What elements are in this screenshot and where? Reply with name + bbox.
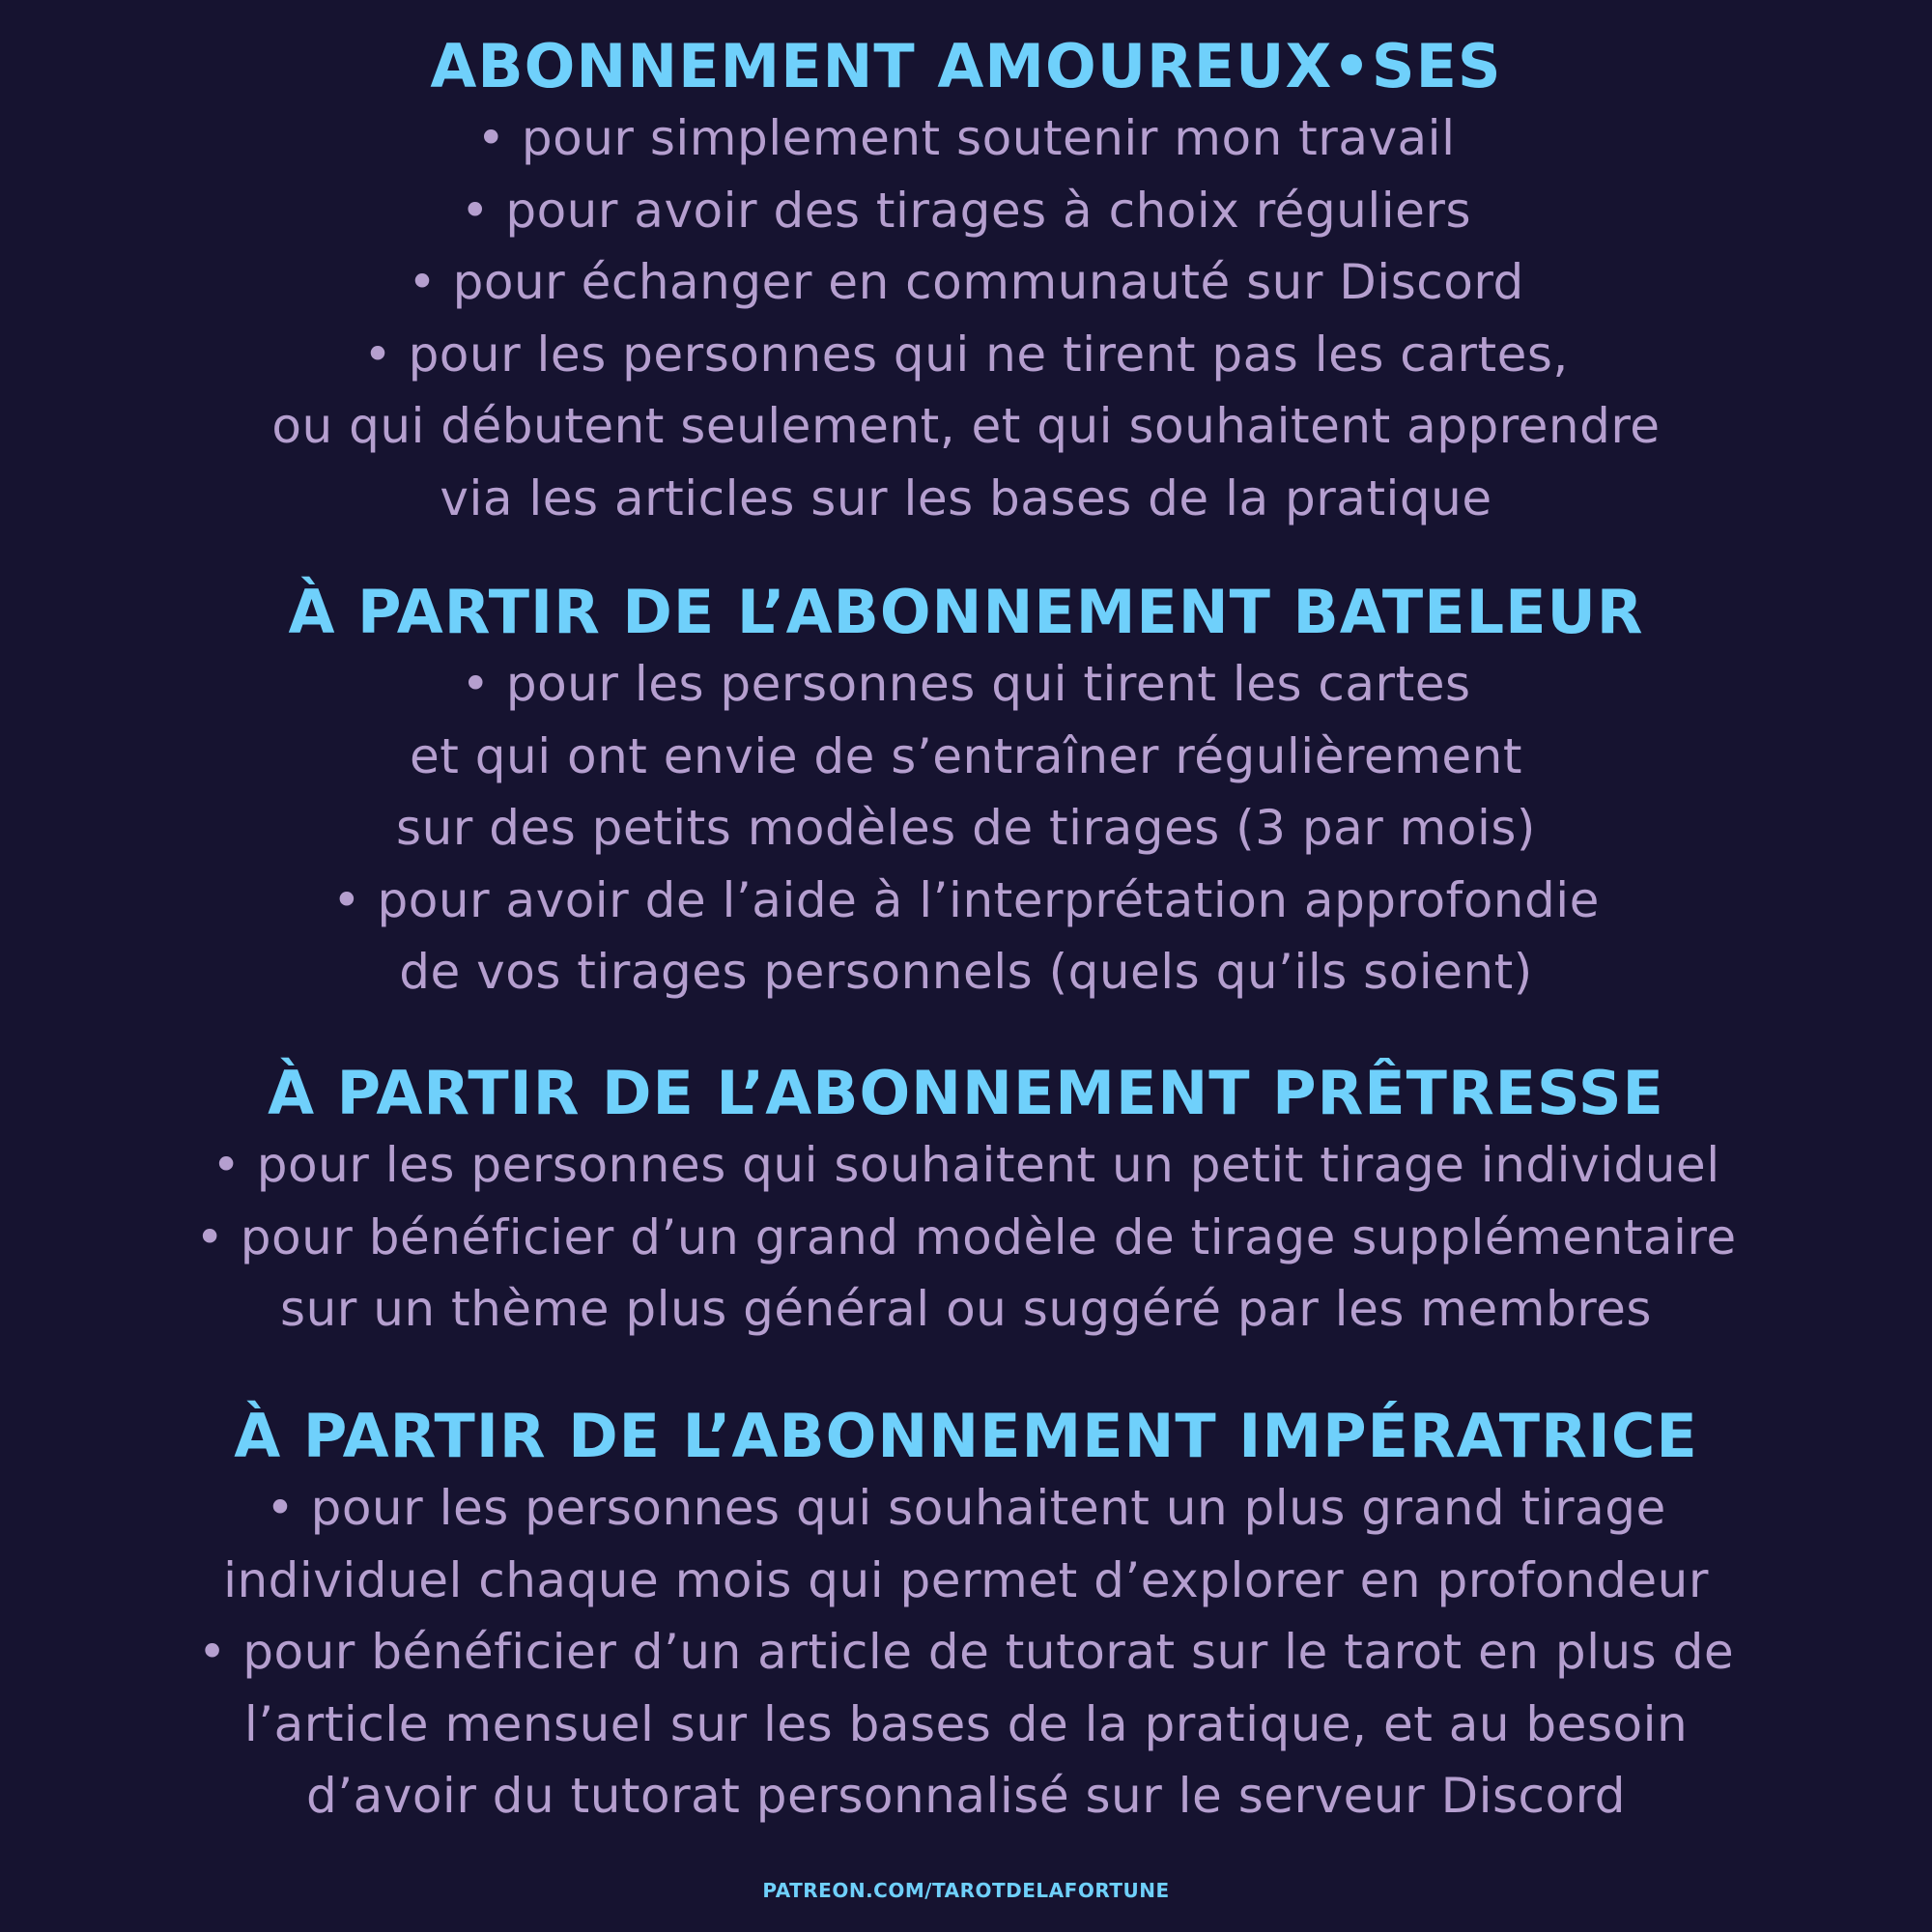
benefit-line: • pour bénéficier d’un grand modèle de tirage supplémentaire [195, 1208, 1737, 1265]
benefit-line: de vos tirages personnels (quels qu’ils soient) [399, 944, 1533, 1000]
tier-section-imperatrice [0, 1401, 1932, 1833]
benefit-line: • pour les personnes qui souhaitent un petit tirage individuel [212, 1137, 1720, 1193]
benefit-line: d’avoir du tutorat personnalisé sur le serveur Discord [305, 1768, 1627, 1824]
benefit-line: • pour avoir des tirages à choix réguliers [460, 182, 1472, 239]
benefit-line: l’article mensuel sur les bases de la pratique, et au besoin [243, 1695, 1689, 1752]
benefit-line: • pour bénéficier d’un article de tutorat sur le tarot en plus de [197, 1624, 1735, 1680]
benefit-line: • pour les personnes qui ne tirent pas les cartes, [363, 326, 1569, 383]
benefit-line: individuel chaque mois qui permet d’explorer en profondeur [223, 1551, 1709, 1608]
tier-section-bateleur [0, 577, 1932, 1009]
tier-heading-bateleur: À PARTIR DE L’ABONNEMENT BATELEUR [288, 577, 1644, 647]
tier-benefits-bateleur [0, 648, 1932, 1009]
benefit-line: ou qui débutent seulement, et qui souhaitent apprendre [271, 398, 1661, 454]
tier-heading-pretresse: À PARTIR DE L’ABONNEMENT PRÊTRESSE [268, 1058, 1664, 1128]
benefit-line: et qui ont envie de s’entraîner régulièrement [410, 727, 1522, 784]
benefit-line: • pour les personnes qui souhaitent un plus grand tirage [266, 1480, 1666, 1536]
benefit-line: • pour les personnes qui tirent les cartes [461, 656, 1471, 712]
benefit-line: via les articles sur les bases de la pratique [440, 469, 1492, 526]
benefit-line: sur un thème plus général ou suggéré par les membres [280, 1281, 1652, 1337]
benefit-line: sur des petits modèles de tirages (3 par mois) [396, 800, 1536, 856]
benefit-line: • pour simplement soutenir mon travail [476, 110, 1456, 166]
tier-section-pretresse [0, 1058, 1932, 1346]
tier-heading-imperatrice: À PARTIR DE L’ABONNEMENT IMPÉRATRICE [234, 1401, 1698, 1471]
patreon-url: PATREON.COM/TAROTDELAFORTUNE [762, 1879, 1170, 1902]
tier-section-amoureux [0, 31, 1932, 534]
benefit-line: • pour échanger en communauté sur Discord [408, 254, 1524, 310]
benefit-line: • pour avoir de l’aide à l’interprétation approfondie [332, 871, 1600, 928]
tier-benefits-amoureux [0, 102, 1932, 534]
tier-benefits-imperatrice [0, 1472, 1932, 1833]
tier-heading-amoureux: ABONNEMENT AMOUREUX•SES [430, 31, 1502, 101]
tier-benefits-pretresse [0, 1129, 1932, 1346]
